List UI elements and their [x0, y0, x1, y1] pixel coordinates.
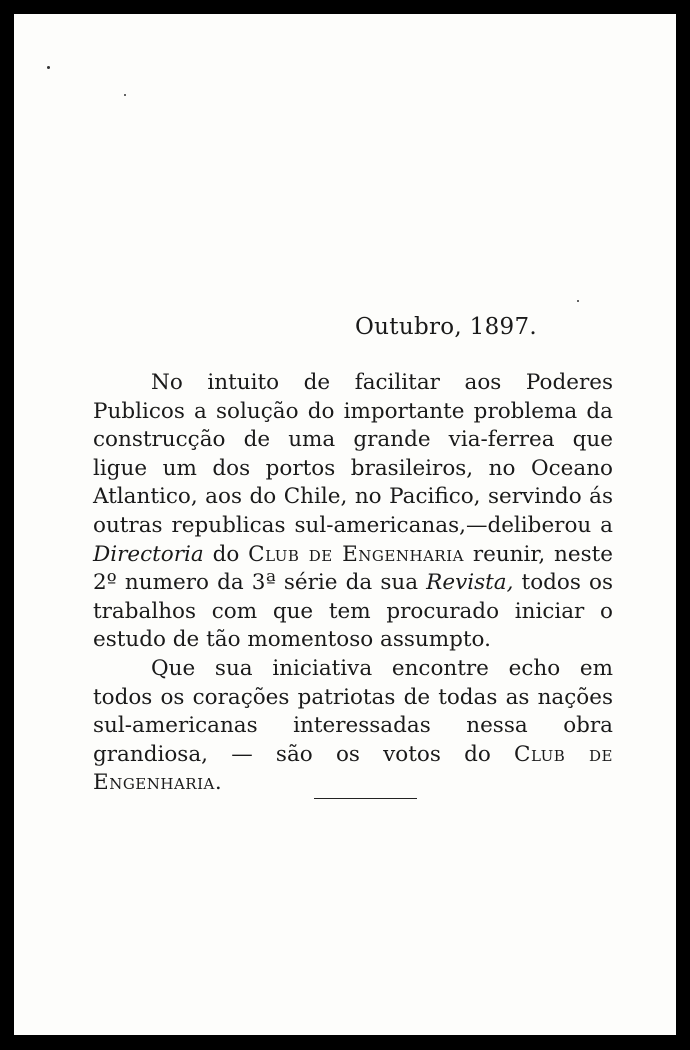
paper-speck — [47, 66, 50, 69]
date-line: Outubro, 1897. — [355, 314, 537, 340]
paper-speck — [124, 94, 126, 96]
paragraph-1: No intuito de facilitar aos Poderes Publicos a solução do importante problema da construcção de uma grande via-ferrea que ligue um dos portos brasileiros, no Oceano Atlantico, aos do Chile, no Pacifico, servindo ás outras republicas sul-americanas,—deliberou a Directoria do Club de Engenharia reunir, neste 2º numero da 3ª série da sua Revista, todos os trabalhos com que tem procurado iniciar o estudo de tão momentoso assumpto. — [93, 370, 613, 653]
paragraph-2: Que sua iniciativa encontre echo em todos os corações patriotas de todas as nações sul-americanas interessadas nessa obra grandiosa, — são os votos do Club de Engenharia. — [93, 655, 613, 796]
club-name: Club de Engenharia — [248, 541, 464, 567]
directoria-italic: Directoria — [93, 541, 204, 567]
paper-speck — [577, 300, 579, 302]
body-text — [93, 369, 613, 798]
closing-rule — [314, 798, 417, 799]
revista-italic: Revista, — [426, 570, 514, 596]
document-page — [14, 14, 676, 1035]
club-name: Club de Engenharia. — [93, 741, 613, 796]
